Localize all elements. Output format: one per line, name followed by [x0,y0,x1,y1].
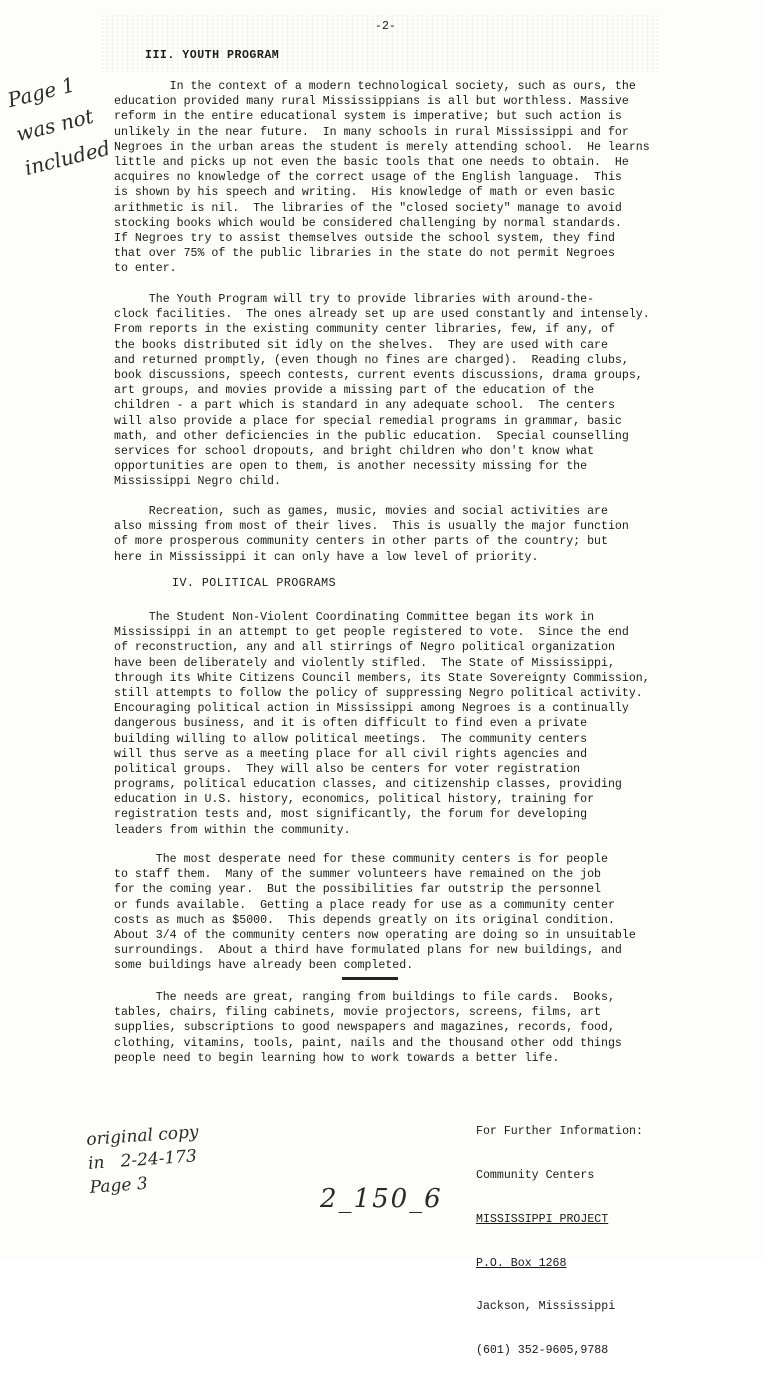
text-line: of reconstruction, any and all stirrings of Negro political organization [114,641,615,655]
text-line: The most desperate need for these community centers is for people [114,853,608,866]
text-line: surroundings. About a third have formulated plans for new buildings, and [114,944,622,958]
contact-box: P.O. Box 1268 [476,1256,567,1270]
text-line: or funds available. Getting a place ready for use as a community center [114,898,615,912]
text-line: services for school dropouts, and bright children who don't know what [114,444,595,458]
text-line: registration tests and, most significantly, the forum for developing [114,808,588,822]
paragraph-sncc [114,610,694,838]
text-line: programs, political education classes, and citizenship classes, providing [114,778,622,792]
text-line: stocking books which would be considered challenging by normal standards. [114,216,622,230]
text-line: people need to begin learning how to work towards a better life. [114,1051,560,1065]
text-line: building willing to allow political meetings. The community centers [114,732,588,746]
section-heading-political: IV. POLITICAL PROGRAMS [172,577,337,590]
text-line: costs as much as $5000. This depends greatly on its original condition. [114,913,615,927]
text-line: supplies, subscriptions to good newspapers and magazines, records, food, [114,1021,615,1035]
text-line: Mississippi in an attempt to get people registered to vote. Since the end [114,626,629,640]
text-line: The needs are great, ranging from buildings to file cards. Books, [114,991,615,1004]
text-line: The Youth Program will try to provide libraries with around-the- [114,293,595,306]
text-line: education in U.S. history, economics, political history, training for [114,793,595,807]
text-line: of more prosperous community centers in other parts of the country; but [114,535,608,549]
handwritten-original-copy-note: original copy in 2-24-173 Page 3 [85,1122,200,1198]
text-line: here in Mississippi it can only have a low level of priority. [114,550,539,564]
text-line: education provided many rural Mississippians is all but worthless. Massive [114,95,629,109]
text-line: The Student Non-Violent Coordinating Committee began its work in [114,611,595,624]
handwritten-document-number: 2_150_6 [320,1184,443,1214]
text-line: art groups, and movies provide a missing part of the education of the [114,384,595,398]
contact-phone: (601) 352-9605,9788 [476,1344,609,1358]
text-line: little and picks up not even the basic tools that one needs to obtain. He [114,155,629,169]
text-line: the books distributed sit idly on the shelves. They are used with care [114,338,608,352]
text-line: some buildings have already been completed. [114,959,414,973]
text-line: dangerous business, and it is often difficult to find even a private [114,717,588,731]
text-line: arithmetic is nil. The libraries of the "closed society" manage to avoid [114,201,622,215]
paragraph-libraries [114,292,694,489]
text-line: reform in the entire educational system is imperative; but such action is [114,110,622,124]
text-line: From reports in the existing community center libraries, few, if any, of [114,323,615,337]
handwritten-margin-note: Page 1 was not included [5,72,113,181]
text-line: children - a part which is standard in any adequate school. The centers [114,399,615,413]
text-line: and returned promptly, (even though no fines are charged). Reading clubs, [114,353,629,367]
text-line: political groups. They will also be centers for voter registration [114,762,581,776]
text-line: will thus serve as a meeting place for all civil rights agencies and [114,747,588,761]
text-line: also missing from most of their lives. This is usually the major function [114,520,629,534]
paragraph-needs [114,990,694,1066]
text-line: is shown by his speech and writing. His knowledge of math or even basic [114,186,615,200]
text-line: for the coming year. But the possibilities far outstrip the personnel [114,883,602,897]
text-line: opportunities are open to them, is another necessity missing for the [114,460,588,474]
contact-project: MISSISSIPPI PROJECT [476,1212,609,1226]
paragraph-education [114,79,694,276]
contact-heading: For Further Information: [476,1125,643,1139]
text-line: clock facilities. The ones already set up are used constantly and intensely. [114,308,650,322]
text-line: Recreation, such as games, music, movies and social activities are [114,505,608,518]
text-line: book discussions, speech contests, current events discussions, drama groups, [114,368,643,382]
text-line: In the context of a modern technological society, such as ours, the [114,80,636,93]
text-line: to enter. [114,262,177,276]
text-line: will also provide a place for special remedial programs in grammar, basic [114,414,622,428]
text-line: acquires no knowledge of the correct usage of the English language. This [114,171,622,185]
text-line: still attempts to follow the policy of suppressing Negro political activity. [114,686,643,700]
text-line: to staff them. Many of the summer volunteers have remained on the job [114,868,602,882]
text-line: Negroes in the urban areas the student is merely attending school. He learns [114,140,650,154]
text-line: math, and other deficiencies in the public education. Special counselling [114,429,629,443]
contact-city: Jackson, Mississippi [476,1300,616,1314]
contact-org: Community Centers [476,1168,595,1182]
text-line: Encouraging political action in Mississippi among Negroes is a continually [114,702,629,716]
paragraph-staffing [114,852,694,974]
ink-mark [342,977,398,980]
text-line: leaders from within the community. [114,823,351,837]
text-line: clothing, vitamins, tools, paint, nails and the thousand other odd things [114,1036,622,1050]
text-line: About 3/4 of the community centers now operating are doing so in unsuitable [114,928,636,942]
contact-block [476,1096,643,1388]
text-line: tables, chairs, filing cabinets, movie projectors, screens, films, art [114,1006,602,1020]
text-line: that over 75% of the public libraries in the state do not permit Negroes [114,247,615,261]
text-line: If Negroes try to assist themselves outside the school system, they find [114,231,615,245]
text-line: through its White Citizens Council members, its State Sovereignty Commission, [114,671,650,685]
section-heading-youth: III. YOUTH PROGRAM [145,49,280,62]
text-line: have been deliberately and violently stifled. The State of Mississippi, [114,656,615,670]
text-line: unlikely in the near future. In many schools in rural Mississippi and for [114,125,629,139]
paragraph-recreation [114,504,694,565]
page-number: -2- [375,20,396,33]
text-line: Mississippi Negro child. [114,475,281,489]
